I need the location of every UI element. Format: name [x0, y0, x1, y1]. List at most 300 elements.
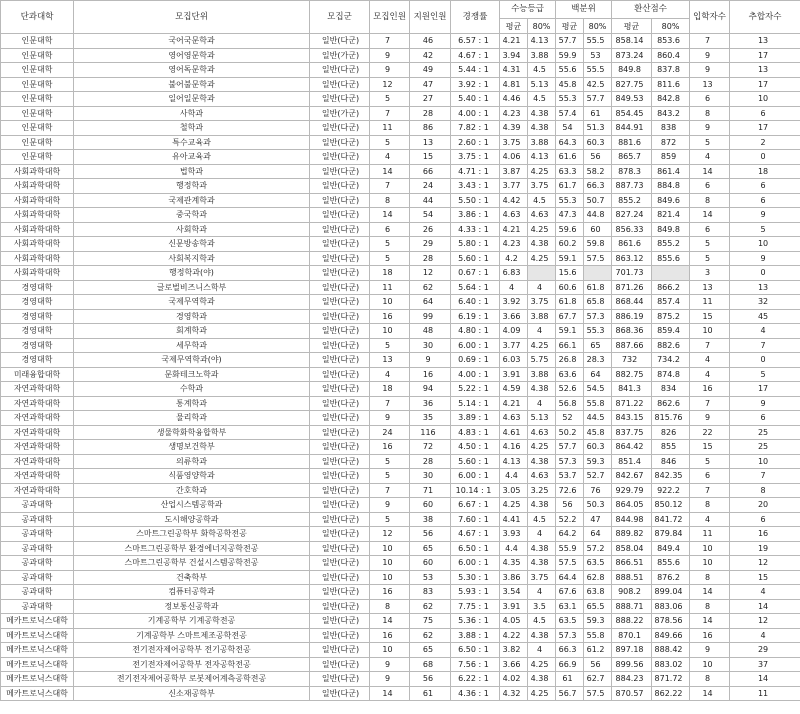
cell-percentile-avg: 55.3	[556, 92, 584, 107]
cell-quota: 12	[370, 77, 410, 92]
cell-additional: 37	[730, 657, 800, 672]
cell-college: 메카트로닉스대학	[1, 614, 74, 629]
cell-college: 사회과학대학	[1, 266, 74, 281]
cell-additional: 6	[730, 512, 800, 527]
cell-rate: 4.71 : 1	[451, 164, 500, 179]
cell-converted-80: 842.35	[652, 469, 690, 484]
table-header	[1, 1, 800, 34]
cell-college: 경영대학	[1, 324, 74, 339]
cell-percentile-avg: 56.7	[556, 686, 584, 701]
cell-applicants: 38	[410, 512, 451, 527]
cell-unit: 간호학과	[74, 483, 310, 498]
cell-percentile-avg: 47.3	[556, 208, 584, 223]
cell-college: 자연과학대학	[1, 396, 74, 411]
cell-converted-80: 879.84	[652, 527, 690, 542]
cell-grade-80: 4.38	[528, 672, 556, 687]
cell-quota: 13	[370, 353, 410, 368]
cell-converted-80: 821.4	[652, 208, 690, 223]
cell-applicants: 35	[410, 411, 451, 426]
cell-unit: 철학과	[74, 121, 310, 136]
cell-grade-80: 4.63	[528, 469, 556, 484]
cell-quota: 7	[370, 34, 410, 49]
cell-track: 일반(다군)	[310, 63, 370, 78]
table-row	[1, 657, 800, 672]
cell-percentile-80: 62.8	[584, 570, 612, 585]
table-row	[1, 469, 800, 484]
cell-percentile-avg: 52.6	[556, 382, 584, 397]
header-college: 단과대학	[1, 1, 74, 34]
cell-quota: 4	[370, 367, 410, 382]
cell-unit: 식품영양학과	[74, 469, 310, 484]
cell-track: 일반(다군)	[310, 454, 370, 469]
cell-rate: 5.30 : 1	[451, 570, 500, 585]
cell-converted-80: 849.4	[652, 541, 690, 556]
cell-grade-avg: 4.46	[500, 92, 528, 107]
cell-enrolled: 10	[690, 324, 730, 339]
cell-college: 자연과학대학	[1, 411, 74, 426]
cell-unit: 중국학과	[74, 208, 310, 223]
cell-converted-avg: 858.04	[612, 541, 652, 556]
cell-college: 경영대학	[1, 309, 74, 324]
cell-enrolled: 6	[690, 222, 730, 237]
table-row	[1, 585, 800, 600]
cell-track: 일반(다군)	[310, 382, 370, 397]
cell-college: 메카트로닉스대학	[1, 672, 74, 687]
cell-rate: 5.44 : 1	[451, 63, 500, 78]
cell-enrolled: 8	[690, 106, 730, 121]
cell-rate: 0.67 : 1	[451, 266, 500, 281]
cell-college: 메카트로닉스대학	[1, 628, 74, 643]
cell-percentile-80: 61.2	[584, 643, 612, 658]
cell-unit: 신소재공학부	[74, 686, 310, 701]
table-row	[1, 527, 800, 542]
cell-grade-avg: 4.31	[500, 63, 528, 78]
cell-unit: 행정학과(야)	[74, 266, 310, 281]
cell-grade-avg: 4.4	[500, 541, 528, 556]
cell-additional: 6	[730, 193, 800, 208]
cell-grade-avg: 4.59	[500, 382, 528, 397]
cell-college: 공과대학	[1, 585, 74, 600]
cell-unit: 사학과	[74, 106, 310, 121]
cell-percentile-80: 57.7	[584, 92, 612, 107]
header-percentile: 백분위	[556, 1, 612, 19]
cell-additional: 13	[730, 34, 800, 49]
cell-percentile-avg: 59.9	[556, 48, 584, 63]
cell-additional: 6	[730, 411, 800, 426]
cell-track: 일반(다군)	[310, 367, 370, 382]
cell-percentile-avg: 63.1	[556, 599, 584, 614]
cell-percentile-avg: 66.1	[556, 338, 584, 353]
cell-track: 일반(다군)	[310, 672, 370, 687]
cell-rate: 5.22 : 1	[451, 382, 500, 397]
cell-enrolled: 4	[690, 150, 730, 165]
cell-additional: 12	[730, 614, 800, 629]
cell-converted-80: 862.6	[652, 396, 690, 411]
cell-quota: 16	[370, 628, 410, 643]
subheader-converted-80: 80%	[652, 19, 690, 34]
cell-grade-80: 5.75	[528, 353, 556, 368]
cell-additional: 9	[730, 396, 800, 411]
cell-converted-80: 815.76	[652, 411, 690, 426]
cell-rate: 4.33 : 1	[451, 222, 500, 237]
cell-grade-80: 4.5	[528, 193, 556, 208]
cell-converted-avg: 873.24	[612, 48, 652, 63]
cell-track: 일반(다군)	[310, 92, 370, 107]
cell-grade-80: 4.38	[528, 556, 556, 571]
cell-converted-80: 838	[652, 121, 690, 136]
cell-rate: 2.60 : 1	[451, 135, 500, 150]
cell-rate: 4.36 : 1	[451, 686, 500, 701]
cell-college: 공과대학	[1, 599, 74, 614]
cell-converted-avg: 866.51	[612, 556, 652, 571]
table-row	[1, 541, 800, 556]
cell-quota: 11	[370, 280, 410, 295]
cell-track: 일반(다군)	[310, 338, 370, 353]
cell-percentile-80: 64	[584, 527, 612, 542]
cell-percentile-avg: 63.5	[556, 614, 584, 629]
cell-grade-avg: 3.66	[500, 309, 528, 324]
cell-track: 일반(다군)	[310, 34, 370, 49]
table-row	[1, 179, 800, 194]
cell-quota: 4	[370, 150, 410, 165]
cell-converted-avg: 854.45	[612, 106, 652, 121]
cell-additional: 14	[730, 599, 800, 614]
cell-quota: 10	[370, 295, 410, 310]
table-row	[1, 309, 800, 324]
cell-grade-80: 4.38	[528, 106, 556, 121]
header-track: 모집군	[310, 1, 370, 34]
cell-college: 자연과학대학	[1, 382, 74, 397]
cell-grade-80: 4.25	[528, 338, 556, 353]
cell-percentile-80: 59.3	[584, 454, 612, 469]
cell-converted-avg: 843.15	[612, 411, 652, 426]
cell-track: 일반(다군)	[310, 585, 370, 600]
cell-percentile-avg: 72.6	[556, 483, 584, 498]
cell-grade-80: 4.38	[528, 628, 556, 643]
cell-college: 사회과학대학	[1, 251, 74, 266]
cell-percentile-80: 63.5	[584, 556, 612, 571]
cell-converted-avg: 861.6	[612, 237, 652, 252]
cell-grade-avg: 4.13	[500, 454, 528, 469]
cell-track: 일반(다군)	[310, 556, 370, 571]
cell-quota: 11	[370, 121, 410, 136]
cell-percentile-avg: 60.6	[556, 280, 584, 295]
cell-rate: 6.00 : 1	[451, 338, 500, 353]
cell-percentile-80: 60.3	[584, 440, 612, 455]
cell-percentile-avg: 59.1	[556, 251, 584, 266]
cell-applicants: 53	[410, 570, 451, 585]
cell-enrolled: 3	[690, 266, 730, 281]
cell-percentile-80: 57.2	[584, 541, 612, 556]
cell-quota: 7	[370, 106, 410, 121]
cell-track: 일반(다군)	[310, 570, 370, 585]
cell-college: 사회과학대학	[1, 179, 74, 194]
cell-applicants: 56	[410, 672, 451, 687]
cell-grade-avg: 4.63	[500, 411, 528, 426]
cell-converted-avg: 701.73	[612, 266, 652, 281]
cell-enrolled: 4	[690, 353, 730, 368]
cell-unit: 국제관계학과	[74, 193, 310, 208]
cell-converted-avg: 849.8	[612, 63, 652, 78]
cell-converted-avg: 870.1	[612, 628, 652, 643]
cell-additional: 0	[730, 266, 800, 281]
cell-track: 일반(가군)	[310, 106, 370, 121]
cell-converted-80: 888.42	[652, 643, 690, 658]
cell-college: 경영대학	[1, 338, 74, 353]
table-row	[1, 425, 800, 440]
cell-enrolled: 8	[690, 193, 730, 208]
cell-enrolled: 10	[690, 657, 730, 672]
table-row	[1, 498, 800, 513]
cell-unit: 국제무역학과(야)	[74, 353, 310, 368]
cell-additional: 12	[730, 556, 800, 571]
cell-grade-80: 3.75	[528, 295, 556, 310]
cell-rate: 5.60 : 1	[451, 454, 500, 469]
cell-enrolled: 9	[690, 121, 730, 136]
cell-rate: 6.22 : 1	[451, 672, 500, 687]
cell-percentile-avg: 55.6	[556, 63, 584, 78]
cell-grade-80: 4.25	[528, 686, 556, 701]
table-row	[1, 295, 800, 310]
cell-applicants: 13	[410, 135, 451, 150]
cell-percentile-80: 42.5	[584, 77, 612, 92]
cell-percentile-80: 54.5	[584, 382, 612, 397]
cell-percentile-80: 59.3	[584, 614, 612, 629]
cell-percentile-avg: 53.7	[556, 469, 584, 484]
cell-track: 일반(다군)	[310, 440, 370, 455]
cell-applicants: 9	[410, 353, 451, 368]
cell-college: 메카트로닉스대학	[1, 657, 74, 672]
cell-enrolled: 6	[690, 179, 730, 194]
cell-unit: 생물학화학융합학부	[74, 425, 310, 440]
cell-college: 공과대학	[1, 527, 74, 542]
cell-enrolled: 14	[690, 614, 730, 629]
cell-percentile-80: 76	[584, 483, 612, 498]
table-body	[1, 34, 800, 701]
cell-quota: 18	[370, 266, 410, 281]
cell-enrolled: 13	[690, 280, 730, 295]
cell-percentile-avg: 57.3	[556, 628, 584, 643]
cell-track: 일반(다군)	[310, 280, 370, 295]
cell-grade-avg: 4.41	[500, 512, 528, 527]
cell-grade-avg: 4.21	[500, 396, 528, 411]
cell-track: 일반(다군)	[310, 179, 370, 194]
table-row	[1, 353, 800, 368]
cell-applicants: 27	[410, 92, 451, 107]
cell-percentile-80: 66.3	[584, 179, 612, 194]
cell-track: 일반(다군)	[310, 599, 370, 614]
cell-track: 일반(다군)	[310, 425, 370, 440]
cell-converted-avg: 851.4	[612, 454, 652, 469]
cell-rate: 3.75 : 1	[451, 150, 500, 165]
cell-quota: 14	[370, 686, 410, 701]
cell-grade-80: 3.75	[528, 179, 556, 194]
cell-converted-80: 841.72	[652, 512, 690, 527]
cell-track: 일반(다군)	[310, 135, 370, 150]
cell-applicants: 65	[410, 643, 451, 658]
cell-quota: 10	[370, 570, 410, 585]
cell-enrolled: 7	[690, 34, 730, 49]
cell-grade-80: 4.5	[528, 512, 556, 527]
cell-unit: 수학과	[74, 382, 310, 397]
cell-grade-80: 4.25	[528, 222, 556, 237]
cell-college: 공과대학	[1, 512, 74, 527]
cell-applicants: 94	[410, 382, 451, 397]
cell-enrolled: 22	[690, 425, 730, 440]
cell-converted-avg: 871.26	[612, 280, 652, 295]
cell-grade-80: 3.88	[528, 135, 556, 150]
cell-additional: 7	[730, 338, 800, 353]
cell-converted-avg: 864.42	[612, 440, 652, 455]
subheader-converted-avg: 평균	[612, 19, 652, 34]
cell-converted-80: 850.12	[652, 498, 690, 513]
cell-college: 인문대학	[1, 63, 74, 78]
cell-grade-80: 4.38	[528, 121, 556, 136]
table-row	[1, 266, 800, 281]
cell-additional: 5	[730, 367, 800, 382]
cell-quota: 5	[370, 338, 410, 353]
cell-converted-80: 884.8	[652, 179, 690, 194]
cell-enrolled: 13	[690, 77, 730, 92]
cell-enrolled: 11	[690, 527, 730, 542]
cell-converted-avg: 888.51	[612, 570, 652, 585]
cell-grade-80: 4.25	[528, 440, 556, 455]
cell-converted-avg: 855.2	[612, 193, 652, 208]
cell-grade-80: 3.88	[528, 48, 556, 63]
cell-percentile-80: 47	[584, 512, 612, 527]
cell-grade-80: 4.25	[528, 657, 556, 672]
cell-track: 일반(다군)	[310, 614, 370, 629]
subheader-percentile-avg: 평균	[556, 19, 584, 34]
cell-quota: 14	[370, 208, 410, 223]
cell-enrolled: 7	[690, 338, 730, 353]
cell-percentile-80: 57.5	[584, 686, 612, 701]
cell-converted-80: 859	[652, 150, 690, 165]
cell-quota: 5	[370, 454, 410, 469]
table-row	[1, 672, 800, 687]
cell-converted-avg: 899.56	[612, 657, 652, 672]
cell-grade-avg: 3.05	[500, 483, 528, 498]
cell-converted-80: 734.2	[652, 353, 690, 368]
cell-quota: 5	[370, 251, 410, 266]
cell-grade-80: 4.25	[528, 251, 556, 266]
cell-quota: 10	[370, 324, 410, 339]
cell-unit: 국제무역학과	[74, 295, 310, 310]
cell-track: 일반(다군)	[310, 237, 370, 252]
cell-grade-avg: 4.4	[500, 469, 528, 484]
cell-rate: 6.40 : 1	[451, 295, 500, 310]
cell-converted-80: 837.8	[652, 63, 690, 78]
cell-percentile-avg: 59.6	[556, 222, 584, 237]
cell-track: 일반(다군)	[310, 498, 370, 513]
subheader-grade-avg: 평균	[500, 19, 528, 34]
cell-percentile-80: 50.3	[584, 498, 612, 513]
cell-quota: 9	[370, 411, 410, 426]
table-row	[1, 483, 800, 498]
cell-percentile-80: 61.8	[584, 280, 612, 295]
cell-converted-80: 883.06	[652, 599, 690, 614]
cell-converted-80: 849.8	[652, 222, 690, 237]
cell-rate: 6.57 : 1	[451, 34, 500, 49]
cell-college: 메카트로닉스대학	[1, 643, 74, 658]
cell-enrolled: 8	[690, 672, 730, 687]
cell-unit: 전기전자제어공학부 전자공학전공	[74, 657, 310, 672]
cell-grade-avg: 4.23	[500, 237, 528, 252]
cell-track: 일반(다군)	[310, 411, 370, 426]
cell-quota: 5	[370, 135, 410, 150]
cell-additional: 25	[730, 425, 800, 440]
cell-grade-avg: 3.93	[500, 527, 528, 542]
cell-quota: 12	[370, 527, 410, 542]
cell-additional: 14	[730, 672, 800, 687]
cell-additional: 17	[730, 48, 800, 63]
cell-college: 미래융합대학	[1, 367, 74, 382]
cell-quota: 9	[370, 672, 410, 687]
table-row	[1, 512, 800, 527]
cell-applicants: 30	[410, 469, 451, 484]
cell-rate: 4.67 : 1	[451, 527, 500, 542]
cell-quota: 5	[370, 512, 410, 527]
cell-applicants: 83	[410, 585, 451, 600]
cell-converted-avg: 865.7	[612, 150, 652, 165]
cell-college: 자연과학대학	[1, 454, 74, 469]
cell-college: 자연과학대학	[1, 483, 74, 498]
cell-applicants: 61	[410, 686, 451, 701]
cell-percentile-80: 59.8	[584, 237, 612, 252]
cell-converted-avg: 884.23	[612, 672, 652, 687]
cell-additional: 8	[730, 483, 800, 498]
cell-enrolled: 9	[690, 643, 730, 658]
cell-converted-avg: 878.3	[612, 164, 652, 179]
cell-additional: 4	[730, 324, 800, 339]
cell-applicants: 28	[410, 106, 451, 121]
cell-converted-avg: 864.05	[612, 498, 652, 513]
cell-percentile-avg: 54	[556, 121, 584, 136]
cell-rate: 5.40 : 1	[451, 92, 500, 107]
cell-track: 일반(다군)	[310, 686, 370, 701]
cell-unit: 도시해양공학과	[74, 512, 310, 527]
cell-grade-avg: 3.77	[500, 179, 528, 194]
table-row	[1, 48, 800, 63]
cell-applicants: 66	[410, 164, 451, 179]
cell-grade-avg: 4.21	[500, 34, 528, 49]
cell-percentile-80: 58.2	[584, 164, 612, 179]
cell-grade-80: 3.5	[528, 599, 556, 614]
cell-enrolled: 10	[690, 541, 730, 556]
table-row	[1, 237, 800, 252]
cell-grade-80: 4.63	[528, 208, 556, 223]
cell-enrolled: 9	[690, 63, 730, 78]
cell-grade-80: 4.38	[528, 541, 556, 556]
cell-college: 공과대학	[1, 556, 74, 571]
cell-grade-avg: 4.42	[500, 193, 528, 208]
cell-converted-80: 849.6	[652, 193, 690, 208]
cell-quota: 7	[370, 179, 410, 194]
table-row	[1, 614, 800, 629]
cell-percentile-avg: 55.9	[556, 541, 584, 556]
cell-converted-avg: 868.44	[612, 295, 652, 310]
cell-quota: 7	[370, 396, 410, 411]
cell-grade-80: 3.88	[528, 367, 556, 382]
cell-rate: 6.00 : 1	[451, 469, 500, 484]
cell-quota: 9	[370, 657, 410, 672]
cell-applicants: 46	[410, 34, 451, 49]
cell-track: 일반(다군)	[310, 483, 370, 498]
cell-converted-80: 859.4	[652, 324, 690, 339]
cell-additional: 18	[730, 164, 800, 179]
header-csat-grade: 수능등급	[500, 1, 556, 19]
cell-additional: 6	[730, 179, 800, 194]
